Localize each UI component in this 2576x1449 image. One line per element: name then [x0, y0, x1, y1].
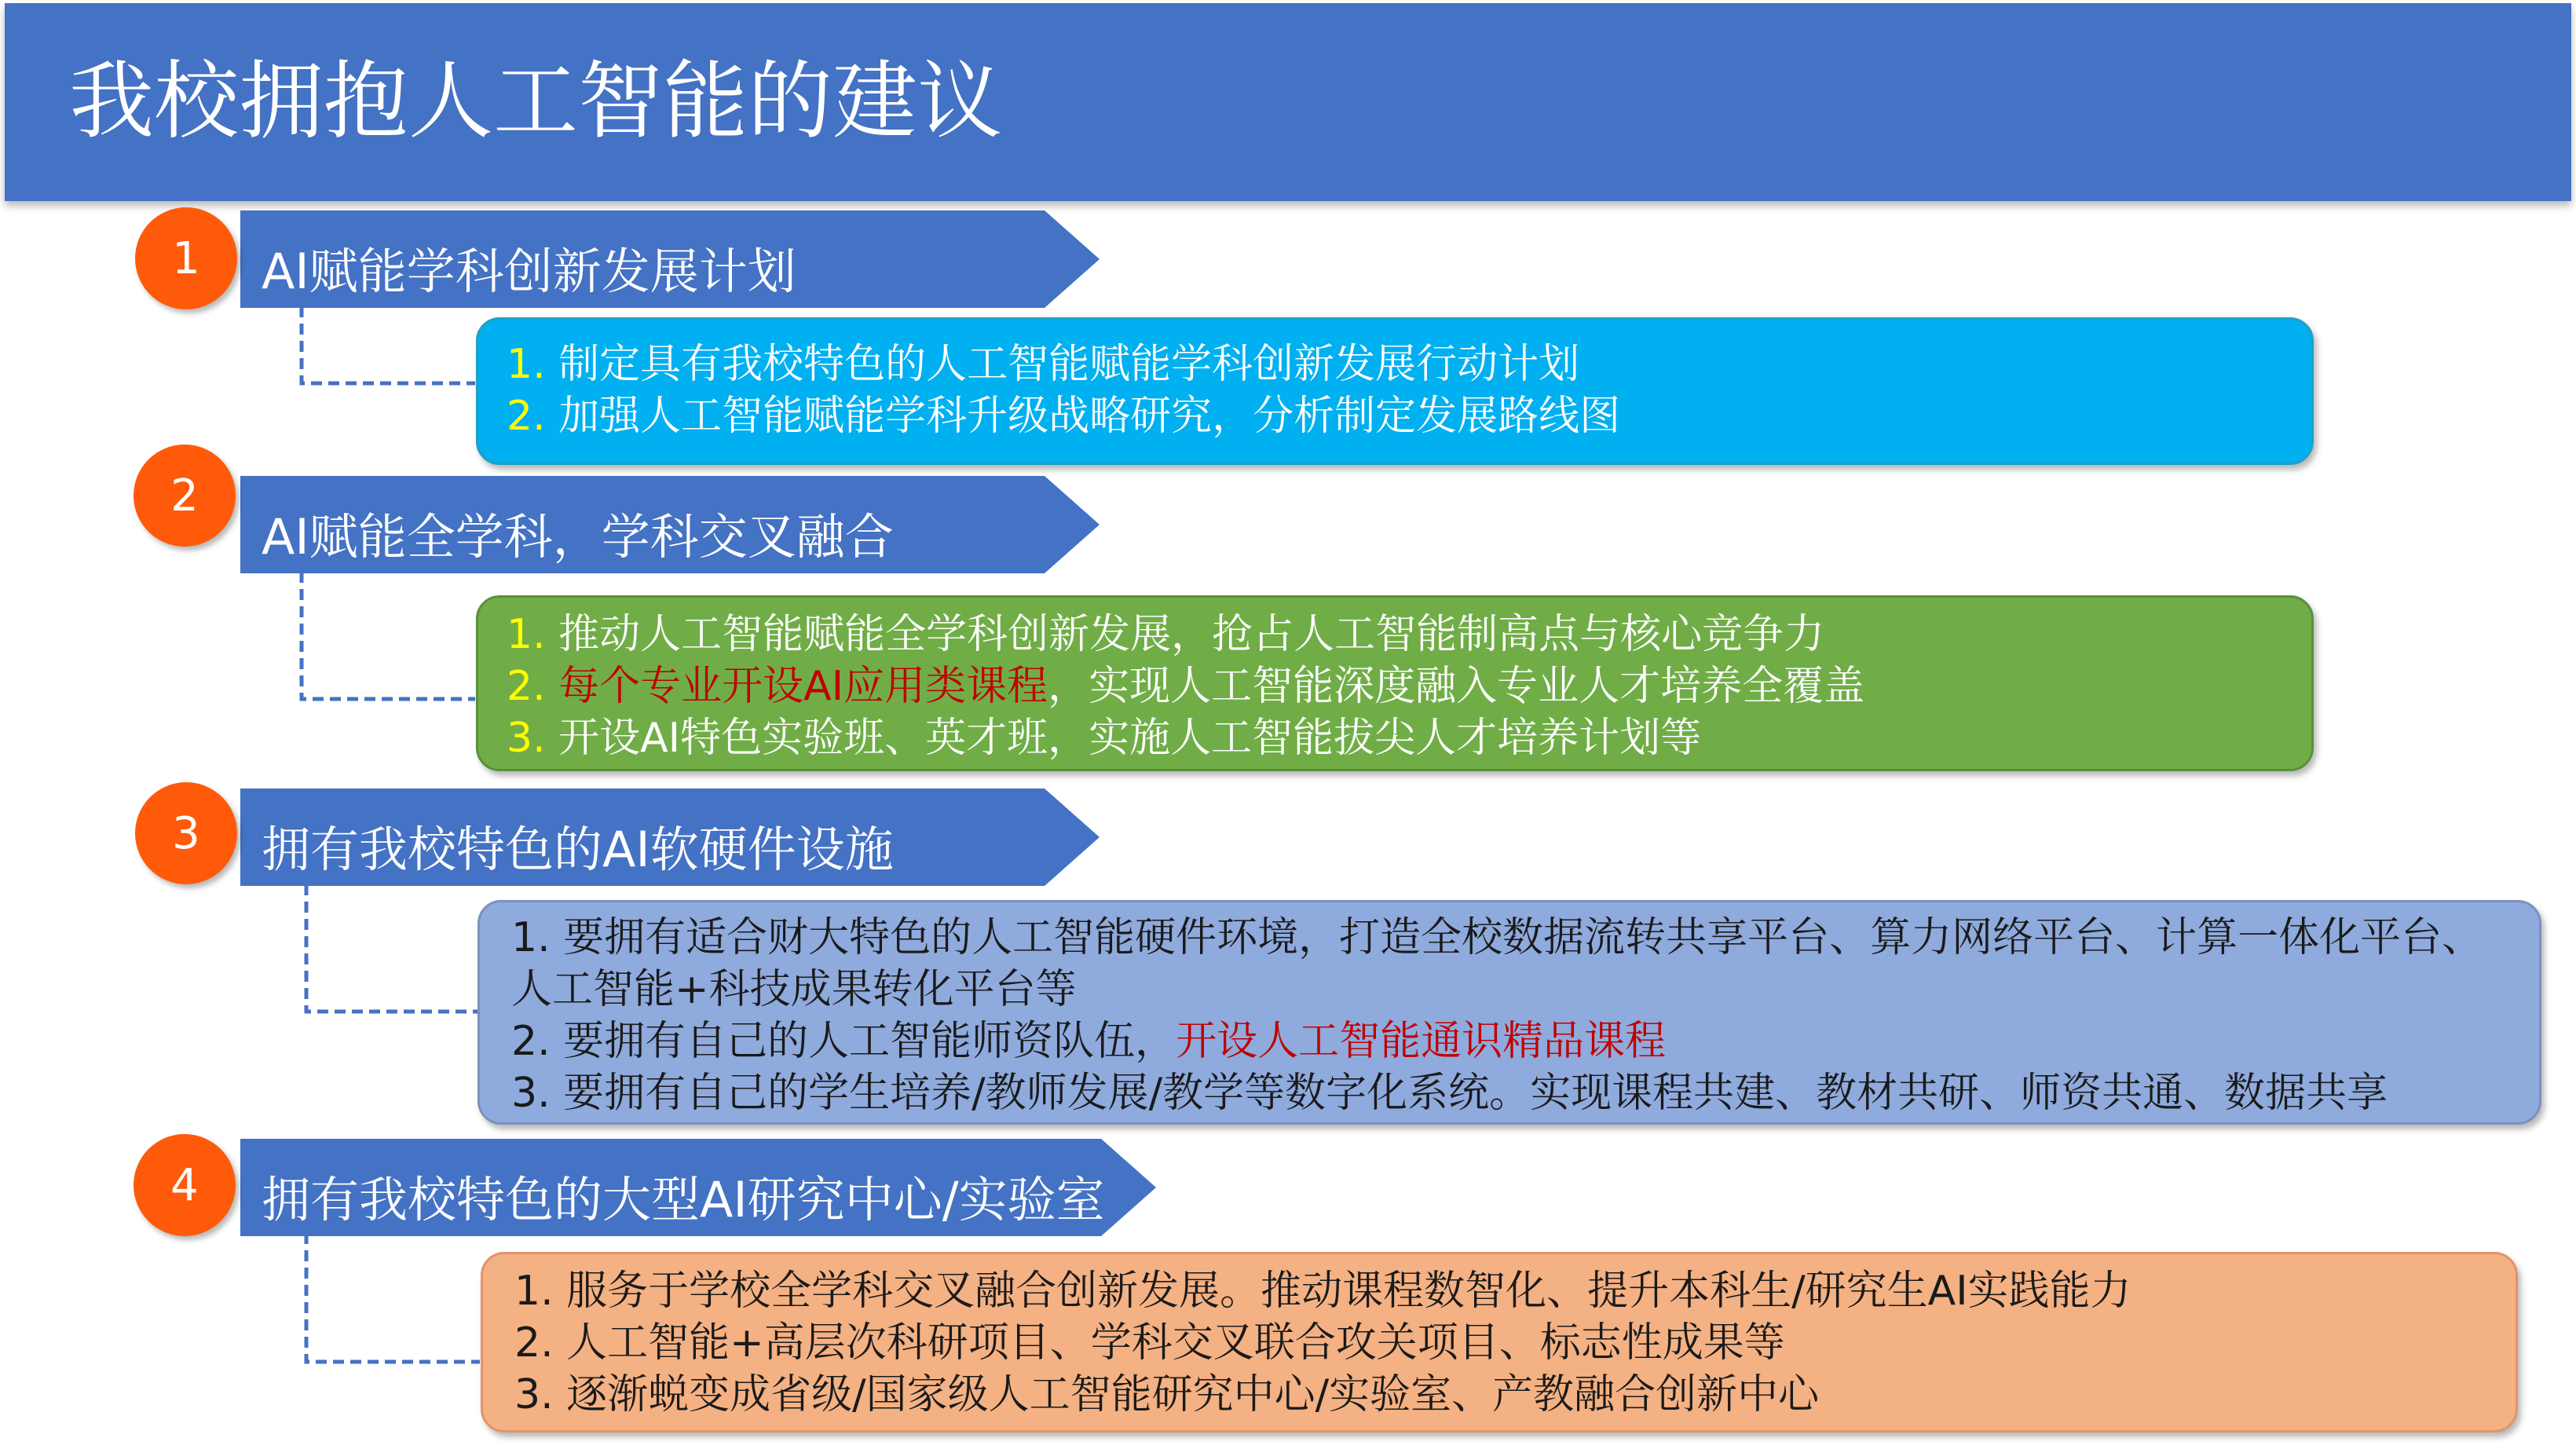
connector-2	[298, 572, 479, 705]
section-2-number-badge: 2	[134, 445, 236, 547]
item-text-span: 制定具有我校特色的人工智能赋能学科创新发展行动计划	[545, 341, 1580, 388]
title-bar	[5, 3, 2571, 201]
item-text-span: 每个专业开设AI应用类课程	[545, 663, 1048, 710]
section-4-number-badge: 4	[134, 1134, 236, 1236]
connector-1	[298, 306, 479, 393]
section-1-item-2	[507, 390, 2283, 442]
section-1-detail-box	[476, 317, 2314, 465]
section-4-detail-box	[481, 1252, 2518, 1433]
item-text-span: 加强人工智能赋能学科升级战略研究，分析制定发展路线图	[545, 393, 1621, 440]
section-2-item-2	[507, 660, 2283, 712]
section-3-detail-box	[478, 900, 2541, 1125]
section-3-heading: 拥有我校特色的AI软硬件设施	[262, 821, 894, 878]
item-text-span: 2.	[507, 393, 546, 440]
section-1-heading: AI赋能学科创新发展计划	[262, 243, 796, 300]
item-text-span: 3.	[507, 715, 546, 762]
section-4-item-1: 1. 服务于学校全学科交叉融合创新发展。推动课程数智化、提升本科生/研究生AI实践能力	[514, 1268, 2131, 1315]
section-3-number-badge: 3	[135, 782, 237, 884]
item-text-span: ，实现人工智能深度融入专业人才培养全覆盖	[1048, 663, 1865, 710]
section-3-item-1: 1. 要拥有适合财大特色的人工智能硬件环境，打造全校数据流转共享平台、算力网络平台、计算一体化平台、人工智能+科技成果转化平台等	[511, 914, 2483, 1013]
section-3-item-2	[511, 1015, 2509, 1067]
section-2-heading: AI赋能全学科，学科交叉融合	[262, 508, 894, 565]
section-2-item-1	[507, 609, 2283, 660]
section-2-item-3	[507, 712, 2283, 764]
item-text-span: 1.	[507, 611, 546, 658]
section-4-item-2: 2. 人工智能+高层次科研项目、学科交叉联合攻关项目、标志性成果等	[514, 1319, 1785, 1367]
connector-4	[303, 1233, 484, 1367]
section-1-number-badge: 1	[135, 207, 237, 309]
item-text-span: 开设AI特色实验班、英才班，实施人工智能拔尖人才培养计划等	[545, 715, 1702, 762]
item-text-span: 2. 要拥有自己的人工智能师资队伍，	[511, 1018, 1176, 1065]
section-4-item-3: 3. 逐渐蜕变成省级/国家级人工智能研究中心/实验室、产教融合创新中心	[514, 1371, 1820, 1418]
item-text-span: 1.	[507, 341, 546, 388]
section-1-item-1	[507, 338, 2283, 390]
section-2-detail-box	[476, 595, 2314, 771]
section-4-heading: 拥有我校特色的大型AI研究中心/实验室	[262, 1171, 1105, 1228]
section-3-item-3: 3. 要拥有自己的学生培养/教师发展/教学等数字化系统。实现课程共建、教材共研、师资共通、数据共享	[511, 1070, 2388, 1117]
page-title: 我校拥抱人工智能的建议	[69, 53, 1003, 151]
connector-3	[303, 884, 484, 1018]
item-text-span: 2.	[507, 663, 546, 710]
item-text-span: 开设人工智能通识精品课程	[1176, 1018, 1667, 1065]
item-text-span: 推动人工智能赋能全学科创新发展，抢占人工智能制高点与核心竞争力	[545, 611, 1825, 658]
